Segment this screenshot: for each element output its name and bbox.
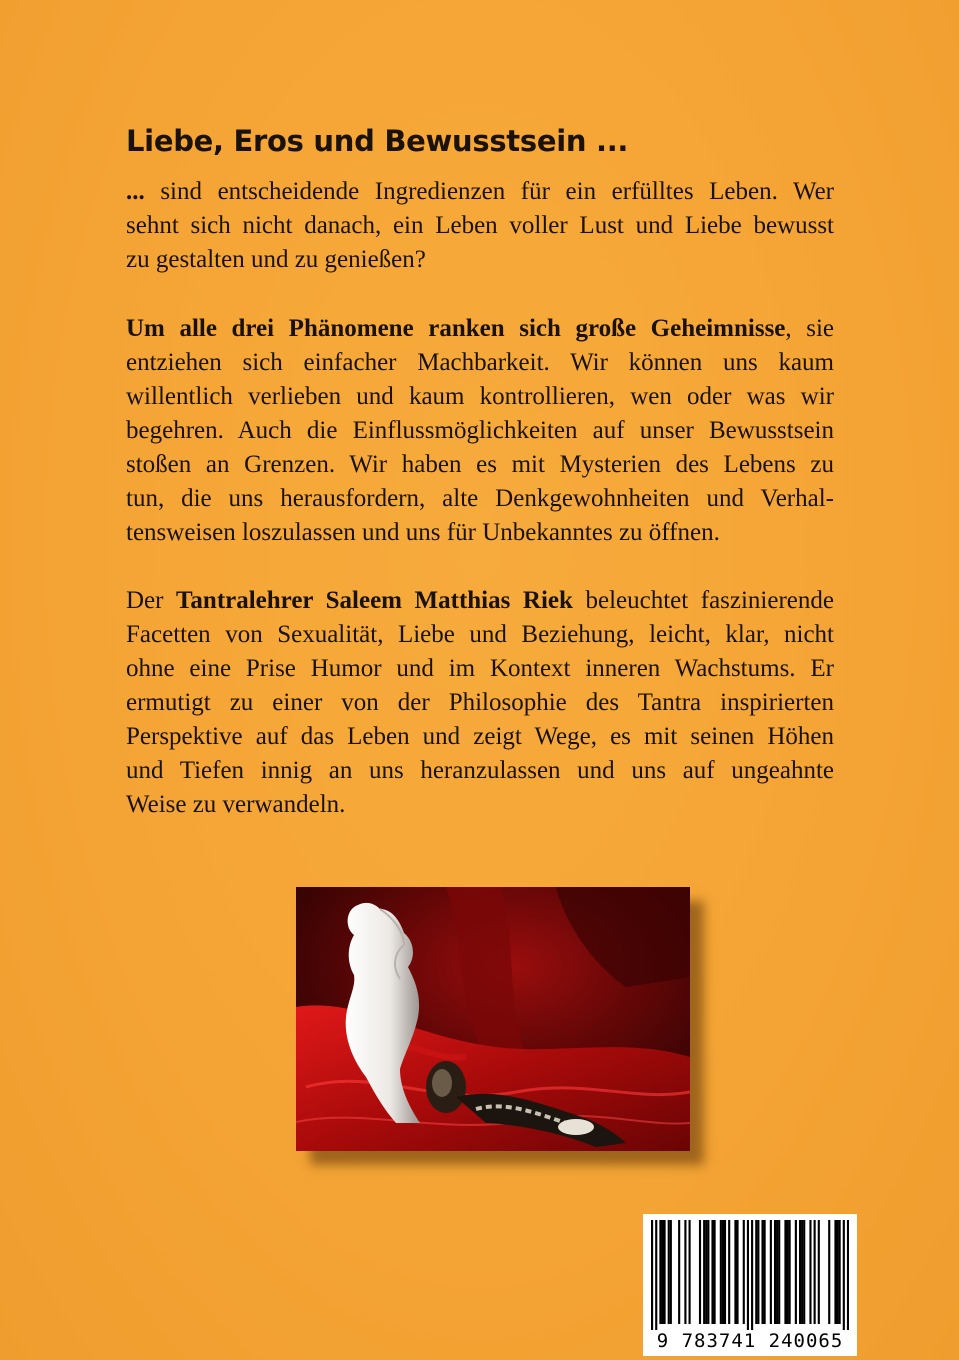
barcode-bar [789, 1220, 791, 1324]
barcode-bar [664, 1220, 666, 1324]
barcode-bar [784, 1220, 786, 1324]
barcode-bar [761, 1220, 763, 1324]
barcode-bar [705, 1220, 707, 1324]
barcode-bar [661, 1220, 663, 1324]
line-text: Facetten von Sexualität, Liebe und Beziehung, leicht, klar, nicht [126, 621, 834, 648]
barcode-bar [734, 1220, 736, 1324]
barcode-bar [795, 1220, 797, 1324]
barcode-bar [659, 1220, 661, 1324]
barcode-bars [651, 1220, 849, 1330]
barcode-bar [722, 1220, 724, 1324]
barcode-bar [714, 1220, 716, 1324]
line-text: zu gestalten und zu genießen? [126, 246, 426, 273]
barcode-bar [803, 1220, 805, 1324]
text-line [126, 686, 834, 720]
text-line [126, 243, 834, 277]
barcode-bar [809, 1220, 811, 1324]
barcode-bar [755, 1220, 757, 1324]
text-line [126, 720, 834, 754]
text-line [126, 652, 834, 686]
barcode-bar [689, 1220, 691, 1324]
barcode-bar [776, 1220, 778, 1324]
line-text: entziehen sich einfacher Machbarkeit. Wir können uns kaum [126, 349, 834, 376]
author-paragraph [126, 584, 834, 822]
text-line [126, 482, 834, 516]
barcode-bar [747, 1220, 749, 1330]
barcode-bar [774, 1220, 776, 1324]
barcode-bar [678, 1220, 680, 1324]
line-text: tensweisen loszulassen und uns für Unbekanntes zu öffnen. [126, 519, 720, 546]
barcode-bar [684, 1220, 686, 1324]
barcode-bar [720, 1220, 722, 1324]
line-text: begehren. Auch die Einflussmöglichkeiten auf unser Bewusstsein [126, 417, 834, 444]
text-line [126, 380, 834, 414]
barcode-bar [751, 1220, 753, 1330]
barcode-bar [651, 1220, 653, 1330]
barcode-bar [770, 1220, 772, 1324]
barcode-bar [836, 1220, 838, 1324]
line-text: ohne eine Prise Humor und im Kontext inneren Wachstums. Er [126, 655, 834, 682]
cover-heading: Liebe, Eros und Bewusstsein ... [126, 124, 629, 158]
cover-photo [296, 887, 690, 1151]
line-text: tun, die uns herausfordern, alte Denkgewohnheiten und Verhal- [126, 485, 834, 512]
bold-phrase: Um alle drei Phänomene ranken sich große Geheimnisse [126, 315, 786, 342]
barcode-bar [736, 1220, 738, 1324]
text-line [126, 175, 834, 209]
barcode-bar [711, 1220, 713, 1324]
line-text: Der [126, 587, 177, 614]
text-line [126, 516, 834, 550]
bold-ellipsis: ... [126, 178, 145, 205]
mysteries-paragraph [126, 312, 834, 550]
barcode-bar [786, 1220, 788, 1324]
line-text: stoßen an Grenzen. Wir haben es mit Mysterien des Lebens zu [126, 451, 834, 478]
barcode-bar [814, 1220, 816, 1324]
text-line [126, 788, 834, 822]
line-text: sehnt sich nicht danach, ein Leben voller Lust und Liebe bewusst [126, 212, 834, 239]
text-line [126, 312, 834, 346]
barcode-bar [778, 1220, 780, 1324]
line-text: willentlich verlieben und kaum kontrollieren, wen oder was wir [126, 383, 834, 410]
barcode-bar [757, 1220, 759, 1324]
barcode-bar [847, 1220, 849, 1330]
barcode-bar [828, 1220, 830, 1324]
barcode-bar [668, 1220, 670, 1324]
line-text: und Tiefen innig an uns heranzulassen und uns auf ungeahnte [126, 757, 834, 784]
barcode-bar [818, 1220, 820, 1324]
text-line [126, 209, 834, 243]
line-text: Perspektive auf das Leben und zeigt Wege, es mit seinen Höhen [126, 723, 834, 750]
text-line [126, 584, 834, 618]
barcode-bar [699, 1220, 701, 1324]
isbn-number: 9 783741 240065 [656, 1330, 844, 1352]
barcode-bar [703, 1220, 705, 1324]
barcode-bar [839, 1220, 841, 1324]
barcode-bar [728, 1220, 730, 1324]
barcode-bar [799, 1220, 801, 1324]
line-text: Weise zu verwandeln. [126, 791, 346, 818]
barcode-bar [801, 1220, 803, 1324]
line-text: beleuchtet faszinierende [572, 587, 834, 614]
sculpture-on-red-cloth-image [296, 887, 690, 1151]
text-line [126, 448, 834, 482]
text-line [126, 414, 834, 448]
barcode-bar [764, 1220, 766, 1324]
barcode-bar [670, 1220, 672, 1324]
isbn-barcode [643, 1214, 857, 1356]
text-line [126, 754, 834, 788]
line-text: , sie [785, 315, 834, 342]
author-name: Tantralehrer Saleem Matthias Riek [176, 587, 573, 614]
intro-paragraph [126, 175, 834, 277]
line-text: sind entscheidende Ingredienzen für ein erfülltes Leben. Wer [144, 178, 834, 205]
barcode-bar [743, 1220, 745, 1324]
line-text: ermutigt zu einer von der Philosophie des Tantra inspirierten [126, 689, 834, 716]
barcode-bar [724, 1220, 726, 1324]
barcode-bar [707, 1220, 709, 1324]
text-line [126, 346, 834, 380]
text-line [126, 618, 834, 652]
barcode-bar [655, 1220, 657, 1330]
barcode-bar [834, 1220, 836, 1324]
barcode-bar [843, 1220, 845, 1330]
